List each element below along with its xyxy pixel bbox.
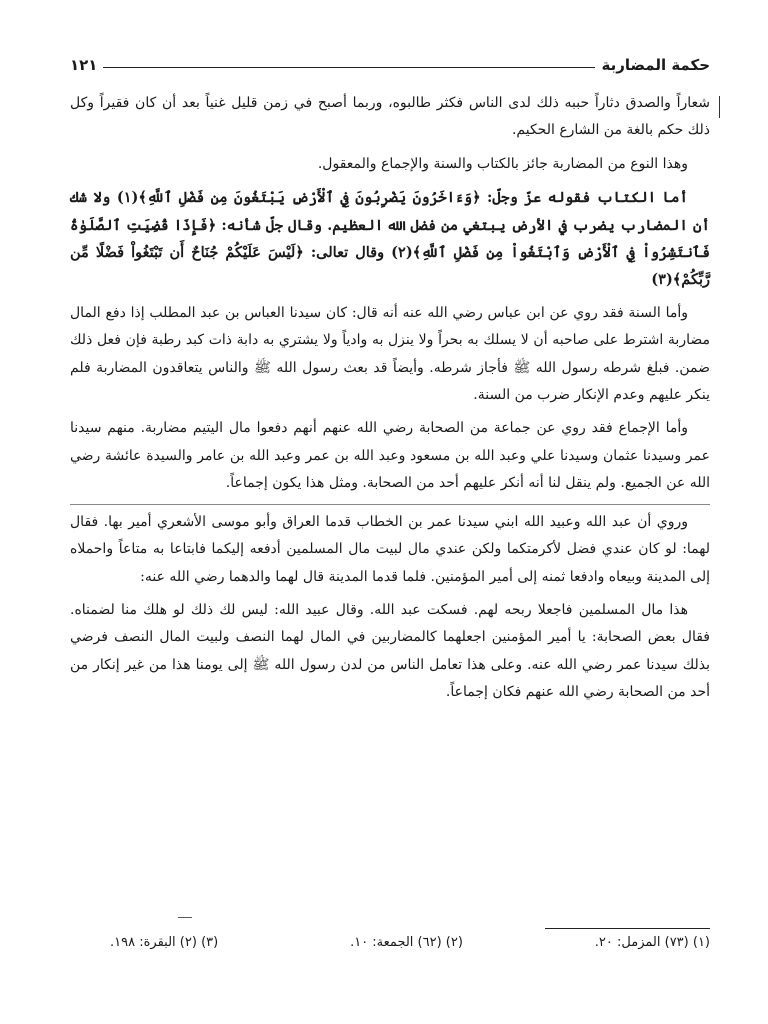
footnote-1: (١) (٧٣) المزمل: ٢٠.: [594, 935, 710, 950]
footnotes: [110, 935, 710, 950]
margin-mark: [719, 96, 721, 118]
margin-tick: [178, 917, 192, 918]
body-text: [70, 90, 710, 713]
paragraph-1: شعاراً والصدق دثاراً حببه ذلك لدى الناس فكثر طالبوه، وربما أصبح في زمن قليل غنياً بعد أن كان فقيراً وكل ذلك حكم بالغة من الشارع الحكيم.: [70, 95, 710, 139]
header-title: حكمة المضاربة: [601, 56, 710, 74]
section-divider: [70, 504, 710, 505]
footnote-rule: [545, 928, 710, 929]
header-rule: [103, 67, 595, 68]
footnote-3: (٣) (٢) البقرة: ١٩٨.: [110, 935, 219, 950]
book-page: [70, 40, 710, 1000]
paragraph-2: وهذا النوع من المضاربة جائز بالكتاب والسنة والإجماع والمعقول.: [317, 155, 688, 172]
footnote-2: (٢) (٦٢) الجمعة: ١٠.: [350, 935, 463, 950]
paragraph-quran-evidence: أما الكتاب فقوله عزّ وجلّ: ﴿وَءَاخَرُونَ يَضْرِبُونَ فِي ٱلْأَرْضِ يَبْتَغُونَ مِن فَضْلِ ٱللَّهِ﴾(١) ولا شك أن المضارب يضرب في الأرض يبتغي من فضل الله العظيم. وقال جلّ شأنه: ﴿فَإِذَا قُضِيَتِ ٱلصَّلَوٰةُ فَٱنتَشِرُواْ فِي ٱلْأَرْضِ وَٱبْتَغُواْ مِن فَضْلِ ٱللَّهِ﴾(٢) وقال تعالى: ﴿لَيْسَ عَلَيْكُمْ جُنَاحٌ أَن تَبْتَغُواْ فَضْلًا مِّن رَّبِّكُمْ﴾(٣): [70, 189, 710, 289]
paragraph-narration-continued: هذا مال المسلمين فاجعلا ربحه لهم. فسكت عبد الله. وقال عبيد الله: ليس لك ذلك لو هلك منا لضمناه. فقال بعض الصحابة: يا أمير المؤمنين اجعلهما كالمضاربين في المال لهما النصف ولبيت المال النصف فرضي بذلك سيدنا عمر رضي الله عنه. وعلى هذا تعامل الناس من لدن رسول الله ﷺ إلى يومنا هذا من غير إنكار من أحد من الصحابة رضي الله عنهم فكان إجماعاً.: [70, 601, 710, 701]
page-number: ١٢١: [70, 56, 98, 74]
paragraph-ijma-evidence: وأما الإجماع فقد روي عن جماعة من الصحابة رضي الله عنهم أنهم دفعوا مال اليتيم مضاربة. منهم سيدنا عمر وسيدنا عثمان وسيدنا علي وعبد الله بن مسعود وعبد الله بن عمر وعبد الله بن عامر والسيدة عائشة رضي الله عن الجميع. ولم ينقل لنا أنه أنكر عليهم أحد من الصحابة. ومثل هذا يكون إجماعاً.: [70, 420, 710, 492]
paragraph-narration: وروي أن عبد الله وعبيد الله ابني سيدنا عمر بن الخطاب قدما العراق وأبو موسى الأشعري أمير بها. فقال لهما: لو كان عندي فضل لأكرمتكما ولكن عندي مال لبيت مال المسلمين أدفعه إليكما فابتاعا به متاعاً واحملاه إلى المدينة وبيعاه وادفعا ثمنه إلى أمير المؤمنين. فلما قدما المدينة قال لهما والدهما رضي الله عنه:: [70, 513, 710, 585]
paragraph-sunnah-evidence: وأما السنة فقد روي عن ابن عباس رضي الله عنه أنه قال: كان سيدنا العباس بن عبد المطلب إذا دفع المال مضاربة اشترط على صاحبه أن لا يسلك به بحراً ولا ينزل به وادياً ولا يشتري به دابة ذات كبد رطبة فإن فعل ذلك ضمن. فبلغ شرطه رسول الله ﷺ فأجاز شرطه. وأيضاً قد بعث رسول الله ﷺ والناس يتعاقدون المضاربة فلم ينكر عليهم وعدم الإنكار ضرب من السنة.: [70, 304, 710, 404]
running-header: [70, 46, 710, 74]
